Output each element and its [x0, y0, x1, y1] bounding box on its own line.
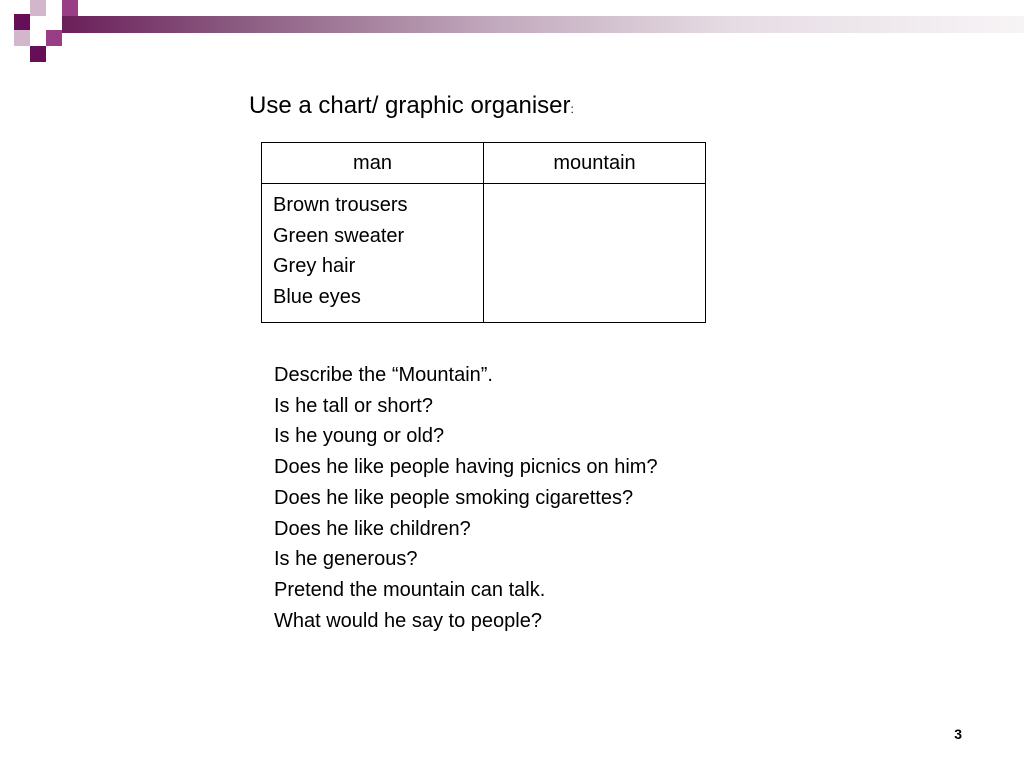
- question-list: [274, 360, 658, 636]
- slide-title-text: Use a chart/ graphic organiser: [249, 92, 571, 119]
- list-item: Blue eyes: [273, 285, 361, 308]
- question-item: Does he like people smoking cigarettes?: [274, 486, 634, 509]
- question-item: What would he say to people?: [274, 609, 542, 632]
- decorative-square: [62, 0, 78, 16]
- question-item: Is he tall or short?: [274, 394, 433, 417]
- question-item: Is he young or old?: [274, 425, 445, 448]
- decorative-square: [30, 46, 46, 62]
- question-item: Describe the “Mountain”.: [274, 364, 493, 386]
- table-row: [262, 184, 706, 323]
- list-item: Brown trousers: [273, 194, 408, 216]
- question-item: Does he like children?: [274, 517, 471, 540]
- question-item: Is he generous?: [274, 548, 418, 571]
- gradient-bar: [62, 16, 1024, 33]
- header-mountain: mountain: [484, 143, 706, 184]
- header-man: man: [262, 143, 484, 184]
- slide-title-colon: :: [570, 102, 574, 116]
- slide-title: [249, 92, 574, 120]
- decorative-square: [30, 0, 46, 16]
- question-item: Does he like people having picnics on him?: [274, 456, 658, 479]
- decorative-header-band: [0, 0, 1024, 64]
- cell-mountain-traits: [484, 184, 706, 323]
- table-header-row: [262, 143, 706, 184]
- list-item: Grey hair: [273, 255, 356, 277]
- question-item: Pretend the mountain can talk.: [274, 578, 546, 601]
- page-number: 3: [954, 726, 962, 742]
- decorative-square: [46, 30, 62, 46]
- decorative-square: [14, 14, 30, 30]
- cell-man-traits: [262, 184, 484, 323]
- list-item: Green sweater: [273, 224, 405, 247]
- graphic-organiser-table: [261, 142, 706, 323]
- decorative-square: [14, 30, 30, 46]
